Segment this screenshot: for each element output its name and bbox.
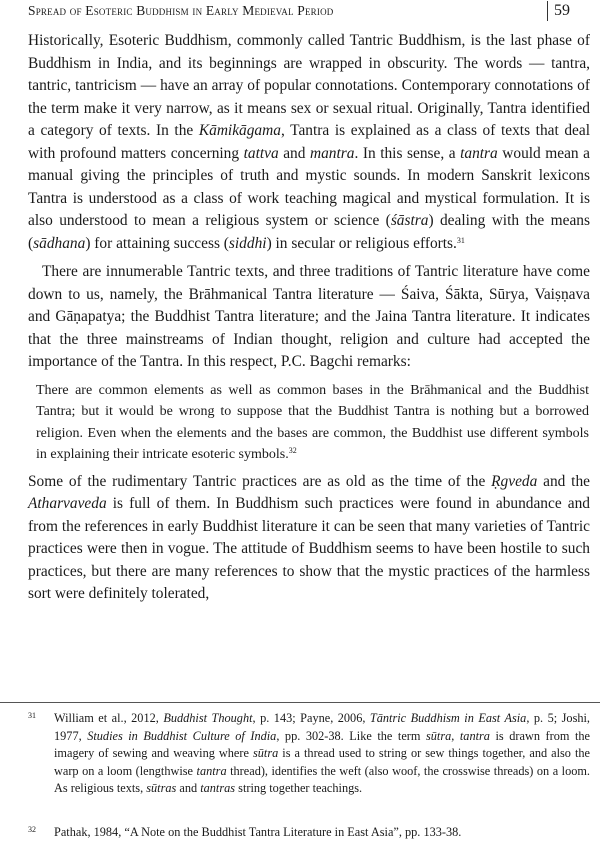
text-run: William et al., 2012, — [54, 711, 164, 725]
italic-term: sūtra — [425, 728, 452, 743]
text-run: is a thread used to string or sew things together, and also the warp on a loom (lengthwise — [54, 746, 590, 778]
footnote-ref-32: 32 — [288, 446, 297, 455]
paragraph-3 — [28, 471, 590, 606]
running-title: Spread of Esoteric Buddhism in Early Medieval Period — [28, 3, 334, 18]
page-header — [0, 0, 600, 22]
text-run: . In this sense, a — [354, 144, 461, 162]
text-run: string together teachings. — [235, 781, 363, 795]
italic-term: tantra — [459, 728, 490, 743]
text-run: Historically, Esoteric Buddhism, commonly called Tantric Buddhism, is the last phase of Buddhism in India, and its beginnings are wrapped in obscurity. The words — tantra, tantric, tantricism — have an array of popular connotations. Contemporary connotations of the term make it very narrow, as it means sex or sexual ritual. Originally, Tantra identified a category of texts. In the — [28, 32, 590, 139]
footnote-number: 31 — [28, 711, 36, 720]
italic-term: sūtra — [252, 746, 279, 760]
italic-term: tantras — [200, 781, 236, 795]
text-run: is full of them. In Buddhism such practices were found in abundance and from the references in early Buddhist literature it can be seen that many varieties of Tantric practices were then in vogue. The attitude of Buddhism seems to have been hostile to such practices, but there are many references to show that the mystic practices of the harmless sort were definitely tolerated, — [28, 495, 590, 602]
text-run: and — [176, 781, 201, 795]
italic-term: tantra — [460, 144, 498, 162]
italic-term: śāstra — [390, 212, 429, 229]
text-run: would mean a manual giving the principles of truth and mystic sounds. In modern Sanskrit lexicons Tantra is understood as a class of work teaching magical and mystical formulation. It is also understood to mean a religious system or science ( — [28, 144, 590, 229]
footnote-text: Pathak, 1984, “A Note on the Buddhist Tantra Literature in East Asia”, pp. 133-38. — [54, 825, 462, 839]
italic-title: Studies in Buddhist Culture of India — [87, 728, 277, 743]
page-number-text: 59 — [554, 2, 570, 19]
body-text — [28, 30, 590, 612]
footnote-text — [28, 710, 590, 798]
footnote-ref-31: 31 — [456, 235, 465, 245]
text-run: ) dealing with the means ( — [28, 212, 590, 252]
text-run: and — [278, 144, 310, 162]
text-run: Some of the rudimentary Tantric practices are as old as the time of the — [28, 472, 492, 490]
italic-term: tattva — [243, 144, 279, 162]
text-run: , Tantra is explained as a class of texts that deal with profound matters concerning — [28, 122, 590, 162]
italic-term: mantra — [310, 144, 355, 162]
text-run: , p. 5; Joshi, 1977, — [54, 711, 591, 743]
paragraph-2: There are innumerable Tantric texts, and three traditions of Tantric literature have come down to us, namely, the Brāhmanical Tantra literature — Śaiva, Śākta, Sūrya, Vaiṣṇava and Gāṇapatya; the Buddhist Tantra literature; and the Jaina Tantra literature. It indicates that the three mainstreams of Indian thought, religion and culture had accepted the importance of the Tantra. In this respect, P.C. Bagchi remarks: — [28, 263, 590, 370]
text-run: thread), identifies the weft (also woof, the crosswise threads) on a loom. As religious texts, — [54, 763, 591, 795]
footnote-31 — [28, 710, 590, 798]
italic-term: Kāmikāgama — [198, 122, 281, 139]
italic-title: Tāntric Buddhism in East Asia — [369, 711, 527, 725]
italic-term: sādhana — [33, 234, 86, 252]
text-run: ) in secular or religious efforts. — [266, 234, 457, 252]
text-run: , — [451, 728, 460, 743]
text-run: , pp. 302-38. Like the term — [276, 728, 426, 743]
italic-title: Buddhist Thought — [163, 711, 253, 725]
italic-term: sūtras — [146, 781, 177, 795]
paragraph-1 — [28, 30, 590, 255]
text-run: , p. 143; Payne, 2006, — [252, 711, 370, 725]
italic-term: siddhi — [228, 234, 267, 252]
text-run: is drawn from the imagery of sewing and weaving where — [54, 728, 590, 760]
text-run: and the — [537, 472, 590, 490]
italic-term: Ṛgveda — [491, 472, 538, 490]
block-quote — [36, 380, 589, 466]
text-run: ) for attaining success ( — [85, 234, 229, 252]
italic-term: Atharvaveda — [28, 495, 107, 512]
quote-text: There are common elements as well as common bases in the Brāhmanical and the Buddhist Tantra; but it would be wrong to suppose that the Buddhist Tantra is nothing but a borrowed religion. Even when the elements and the bases are common, the Buddhist use different symbols in explaining their intricate esoteric symbols. — [36, 382, 589, 462]
footnote-divider — [0, 702, 600, 703]
italic-term: tantra — [196, 763, 227, 778]
footnote-number: 32 — [28, 825, 36, 834]
page-number — [547, 1, 570, 21]
